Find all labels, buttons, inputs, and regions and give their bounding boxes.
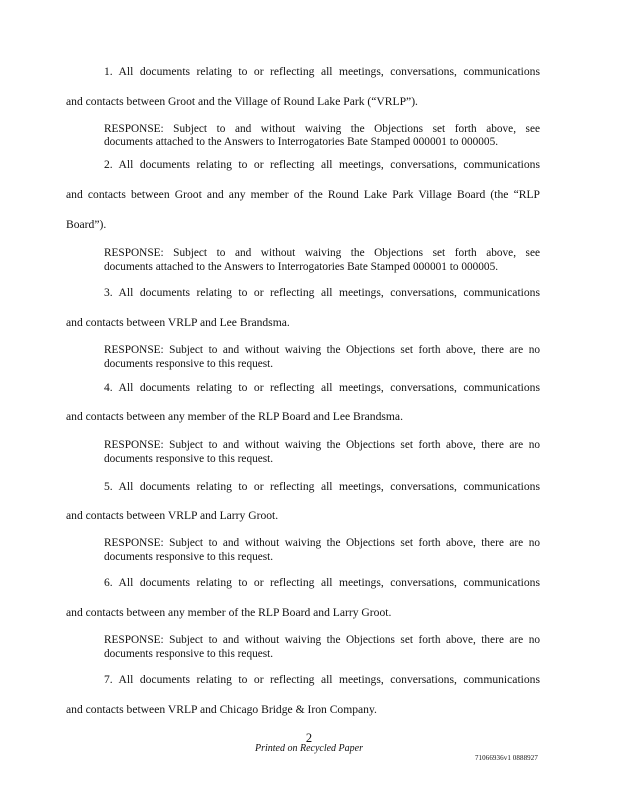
request-3-line-2: and contacts between VRLP and Lee Brandsma.	[66, 316, 290, 329]
request-6-line-1: 6. All documents relating to or reflecting all meetings, conversations, communications	[104, 576, 540, 589]
request-1-line-2: and contacts between Groot and the Village of Round Lake Park (“VRLP”).	[66, 95, 418, 108]
response-3-line-1: RESPONSE: Subject to and without waiving the Objections set forth above, there are no	[104, 344, 540, 356]
request-4-line-1: 4. All documents relating to or reflecting all meetings, conversations, communications	[104, 381, 540, 394]
response-3-line-2: documents responsive to this request.	[104, 358, 274, 370]
recycled-paper-note: Printed on Recycled Paper	[254, 743, 363, 754]
response-1-line-2: documents attached to the Answers to Interrogatories Bate Stamped 000001 to 000005.	[104, 136, 499, 148]
request-7-line-1: 7. All documents relating to or reflecting all meetings, conversations, communications	[104, 673, 540, 686]
response-5-line-1: RESPONSE: Subject to and without waiving the Objections set forth above, there are no	[104, 537, 540, 549]
response-6-line-2: documents responsive to this request.	[104, 648, 274, 660]
response-5-line-2: documents responsive to this request.	[104, 551, 274, 563]
response-2-line-1: RESPONSE: Subject to and without waiving the Objections set forth above, see	[104, 247, 540, 259]
response-4-line-2: documents responsive to this request.	[104, 453, 274, 465]
request-2-line-1: 2. All documents relating to or reflecting all meetings, conversations, communications	[104, 158, 540, 171]
request-1-line-1: 1. All documents relating to or reflecting all meetings, conversations, communications	[104, 65, 540, 78]
request-5-line-2: and contacts between VRLP and Larry Groot.	[66, 509, 279, 522]
page-number: 2	[305, 731, 313, 745]
request-4-line-2: and contacts between any member of the RLP Board and Lee Brandsma.	[66, 410, 403, 423]
request-2-line-3: Board”).	[66, 218, 107, 231]
response-2-line-2: documents attached to the Answers to Interrogatories Bate Stamped 000001 to 000005.	[104, 261, 499, 273]
request-6-line-2: and contacts between any member of the RLP Board and Larry Groot.	[66, 606, 392, 619]
request-2-line-2: and contacts between Groot and any member of the Round Lake Park Village Board (the “RLP	[66, 188, 540, 201]
document-id: 71066936v1 0888927	[474, 754, 538, 762]
request-3-line-1: 3. All documents relating to or reflecting all meetings, conversations, communications	[104, 286, 540, 299]
response-4-line-1: RESPONSE: Subject to and without waiving the Objections set forth above, there are no	[104, 439, 540, 451]
request-5-line-1: 5. All documents relating to or reflecting all meetings, conversations, communications	[104, 480, 540, 493]
response-1-line-1: RESPONSE: Subject to and without waiving the Objections set forth above, see	[104, 123, 540, 135]
request-7-line-2: and contacts between VRLP and Chicago Bridge & Iron Company.	[66, 703, 377, 716]
response-6-line-1: RESPONSE: Subject to and without waiving the Objections set forth above, there are no	[104, 634, 540, 646]
